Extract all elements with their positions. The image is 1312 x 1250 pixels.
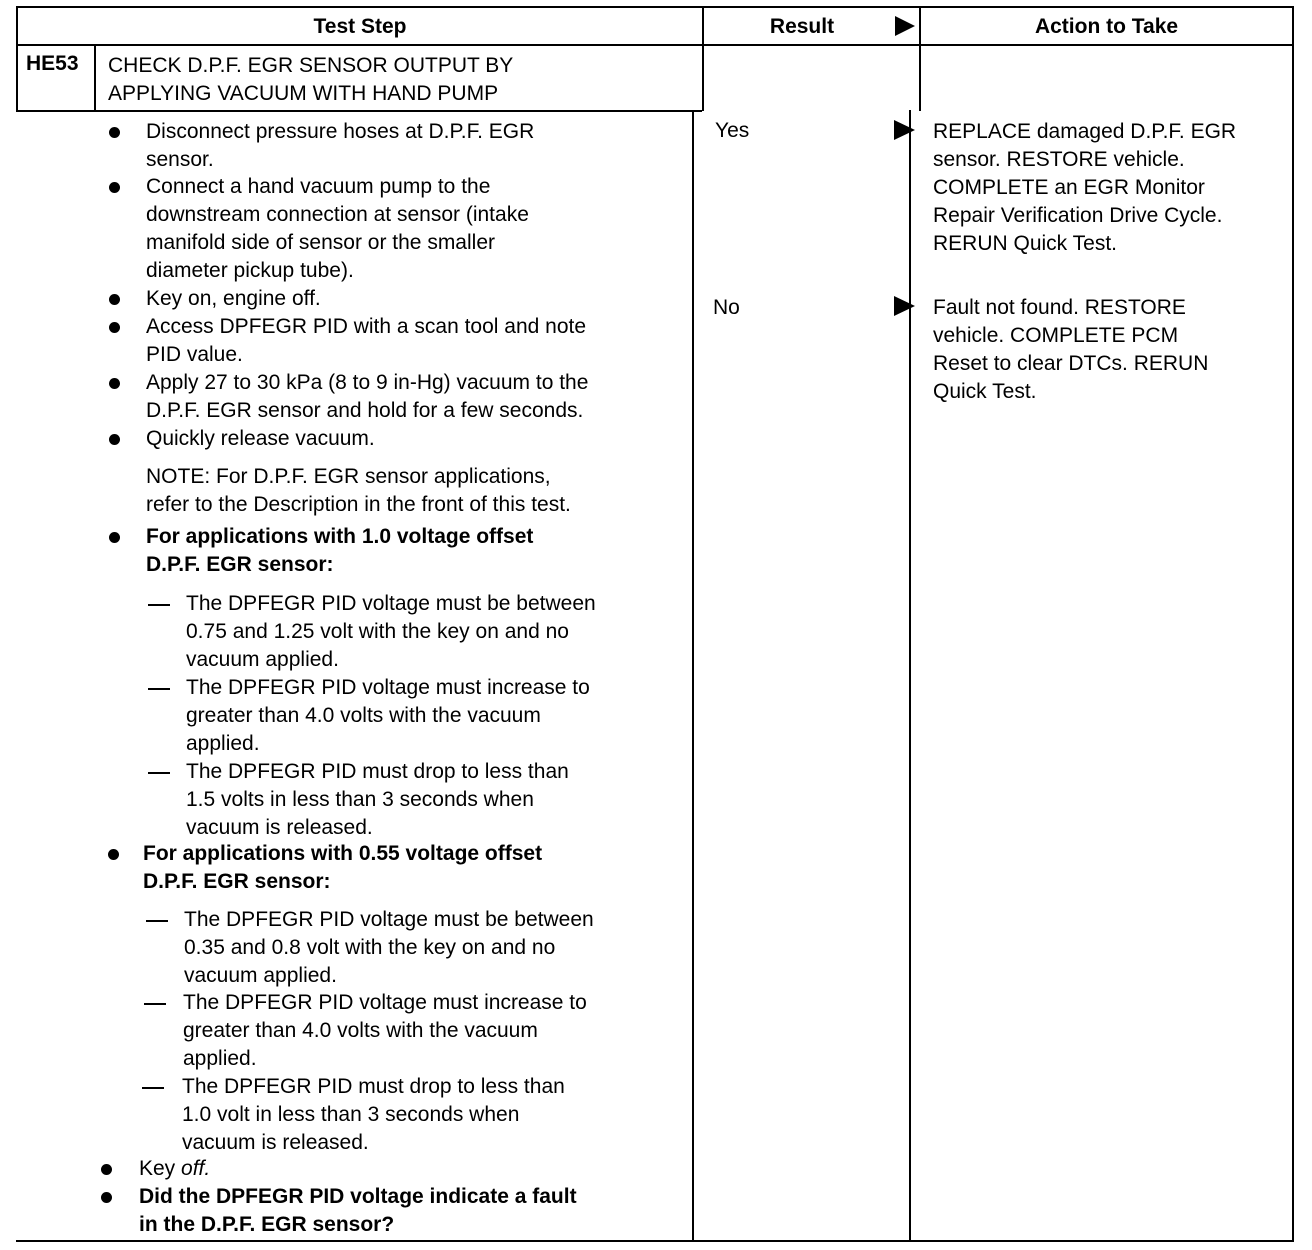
bullet-icon xyxy=(109,127,120,138)
text-line: REPLACE damaged D.P.F. EGR xyxy=(933,120,1237,143)
text-line: sensor. RESTORE vehicle. xyxy=(933,148,1185,171)
step-instruction: Key on, engine off. xyxy=(146,287,321,310)
result-no-action xyxy=(933,294,1303,406)
header-action: Action to Take xyxy=(1034,15,1179,38)
text-line: applied. xyxy=(183,1047,257,1070)
text-line: vacuum is released. xyxy=(182,1131,369,1154)
text-line: Did the DPFEGR PID voltage indicate a fault xyxy=(139,1185,577,1208)
text-line: 0.35 and 0.8 volt with the key on and no xyxy=(184,936,556,959)
sub-instruction xyxy=(186,758,569,842)
text-line: Connect a hand vacuum pump to the xyxy=(146,175,491,198)
dash-icon xyxy=(148,772,170,774)
bullet-icon xyxy=(109,378,120,389)
text-line: vacuum applied. xyxy=(184,964,337,987)
sub-instruction xyxy=(186,674,590,758)
step-instruction: Quickly release vacuum. xyxy=(146,427,375,450)
text-line: refer to the Description in the front of this test. xyxy=(146,493,571,516)
bullet-icon xyxy=(101,1192,112,1203)
text-line: diameter pickup tube). xyxy=(146,259,354,282)
bullet-icon xyxy=(109,532,120,543)
result-yes-action xyxy=(933,118,1303,258)
text-line: D.P.F. EGR sensor: xyxy=(143,870,331,893)
text-line: The DPFEGR PID must drop to less than xyxy=(186,760,569,783)
step-title-line: APPLYING VACUUM WITH HAND PUMP xyxy=(108,82,499,105)
bullet-icon xyxy=(109,322,120,333)
sub-instruction xyxy=(183,989,587,1073)
dash-icon xyxy=(144,1003,166,1005)
result-yes-arrow-icon xyxy=(894,120,915,140)
dash-icon xyxy=(142,1087,164,1089)
step-id: HE53 xyxy=(26,52,79,75)
text-line: 1.5 volts in less than 3 seconds when xyxy=(186,788,534,811)
text-line: sensor. xyxy=(146,148,214,171)
text-line: Disconnect pressure hoses at D.P.F. EGR xyxy=(146,120,535,143)
text-line: RERUN Quick Test. xyxy=(933,232,1117,255)
text-line: The DPFEGR PID must drop to less than xyxy=(182,1075,565,1098)
dash-icon xyxy=(148,604,170,606)
step-instruction xyxy=(146,118,534,174)
text-line: greater than 4.0 volts with the vacuum xyxy=(186,704,541,727)
text-line: Fault not found. RESTORE xyxy=(933,296,1186,319)
bullet-icon xyxy=(109,434,120,445)
step-title-bottom-border xyxy=(16,110,702,112)
step-title-line: CHECK D.P.F. EGR SENSOR OUTPUT BY xyxy=(108,54,514,77)
result-column-divider-lower xyxy=(692,110,694,1242)
result-no-label: No xyxy=(713,296,740,319)
text-line: COMPLETE an EGR Monitor xyxy=(933,176,1205,199)
result-no-arrow-icon xyxy=(894,296,915,316)
header-bottom-border xyxy=(16,44,1294,46)
bullet-icon xyxy=(109,294,120,305)
table-bottom-border xyxy=(16,1240,1294,1242)
step-instruction xyxy=(146,313,586,369)
test-question xyxy=(139,1183,577,1239)
note-text xyxy=(146,463,571,519)
text-line: Apply 27 to 30 kPa (8 to 9 in-Hg) vacuum to the xyxy=(146,371,589,394)
text-segment-italic: off. xyxy=(181,1157,211,1180)
sub-instruction xyxy=(182,1073,565,1157)
text-line: greater than 4.0 volts with the vacuum xyxy=(183,1019,538,1042)
text-line: 0.75 and 1.25 volt with the key on and no xyxy=(186,620,569,643)
application-heading xyxy=(143,840,542,896)
step-id-divider xyxy=(94,44,96,111)
text-line: For applications with 1.0 voltage offset xyxy=(146,525,534,548)
dash-icon xyxy=(148,688,170,690)
result-yes-label: Yes xyxy=(715,119,750,142)
bullet-icon xyxy=(108,849,119,860)
sub-instruction xyxy=(184,906,594,990)
text-line: The DPFEGR PID voltage must increase to xyxy=(186,676,590,699)
text-line: manifold side of sensor or the smaller xyxy=(146,231,495,254)
text-line: PID value. xyxy=(146,343,243,366)
text-line: For applications with 0.55 voltage offset xyxy=(143,842,543,865)
dash-icon xyxy=(146,920,168,922)
header-arrow-icon xyxy=(895,16,915,36)
text-line: vacuum is released. xyxy=(186,816,373,839)
text-line: D.P.F. EGR sensor: xyxy=(146,553,334,576)
text-line: Repair Verification Drive Cycle. xyxy=(933,204,1223,227)
text-line: Access DPFEGR PID with a scan tool and note xyxy=(146,315,587,338)
text-line: vehicle. COMPLETE PCM xyxy=(933,324,1179,347)
header-test-step: Test Step xyxy=(313,15,407,38)
application-heading xyxy=(146,523,533,579)
text-line: NOTE: For D.P.F. EGR sensor applications, xyxy=(146,465,551,488)
bullet-icon xyxy=(101,1164,112,1175)
sub-instruction xyxy=(186,590,596,674)
bullet-icon xyxy=(109,182,120,193)
action-column-divider-lower xyxy=(909,110,911,1242)
step-title xyxy=(108,52,513,108)
text-line: vacuum applied. xyxy=(186,648,339,671)
text-line: The DPFEGR PID voltage must be between xyxy=(186,592,596,615)
text-line: D.P.F. EGR sensor and hold for a few seconds. xyxy=(146,399,584,422)
step-instruction xyxy=(139,1155,210,1183)
text-line: downstream connection at sensor (intake xyxy=(146,203,529,226)
text-line: applied. xyxy=(186,732,260,755)
text-line: The DPFEGR PID voltage must be between xyxy=(184,908,594,931)
step-instruction xyxy=(146,369,588,425)
header-result: Result xyxy=(769,15,835,38)
text-segment: Key xyxy=(139,1157,182,1180)
text-line: Reset to clear DTCs. RERUN xyxy=(933,352,1209,375)
text-line: Quick Test. xyxy=(933,380,1037,403)
text-line: The DPFEGR PID voltage must increase to xyxy=(183,991,587,1014)
step-instruction xyxy=(146,173,529,285)
text-line: in the D.P.F. EGR sensor? xyxy=(139,1213,395,1236)
text-line: 1.0 volt in less than 3 seconds when xyxy=(182,1103,520,1126)
